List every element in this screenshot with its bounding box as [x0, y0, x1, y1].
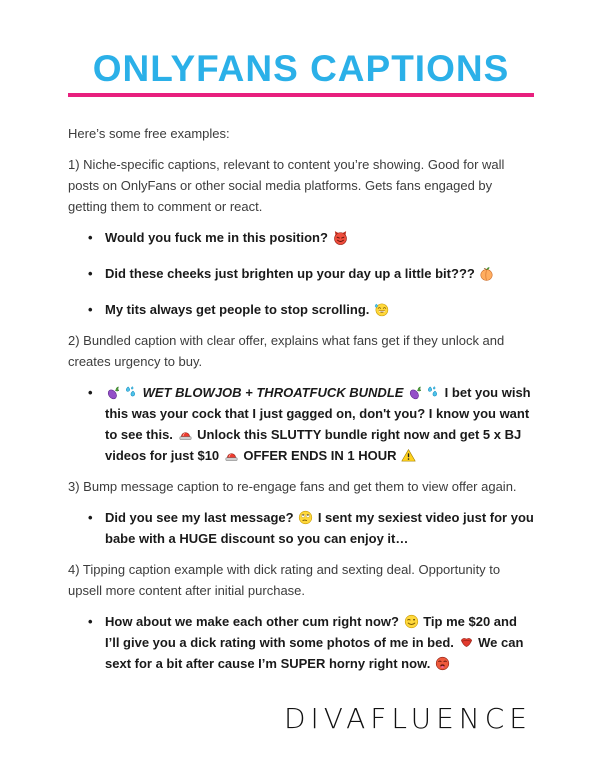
header [68, 50, 534, 97]
section-lead: 4) Tipping caption example with dick rating and sexting deal. Opportunity to upsell more content after initial purchase. [68, 562, 501, 598]
caption-list [68, 611, 534, 674]
warning-icon [401, 448, 416, 463]
caption-list [68, 382, 534, 466]
sweat-droplets-icon [425, 385, 440, 400]
hot-face-icon [435, 656, 450, 671]
caption-item [105, 227, 534, 248]
rolling-eyes-icon [298, 510, 313, 525]
caption-text: I bet you wish this was your cock that I just gagged on, don't you? I know you want to see this. [105, 385, 531, 442]
caption-text: How about we make each other cum right now? [105, 614, 403, 629]
caption-list [68, 507, 534, 549]
intro-text: Here’s some free examples: [68, 126, 230, 141]
eggplant-icon [106, 385, 121, 400]
peach-icon [479, 266, 494, 281]
title-underline [68, 93, 534, 97]
caption-item [105, 611, 534, 674]
eggplant-icon [408, 385, 423, 400]
caption-text: Would you fuck me in this position? [105, 230, 332, 245]
caption-text: WET BLOWJOB + THROATFUCK BUNDLE [139, 385, 408, 400]
caption-item [105, 382, 534, 466]
caption-text: We can sext for a bit after cause I’m SUPER horny right now. [105, 635, 524, 671]
caption-text: OFFER ENDS IN 1 HOUR [239, 448, 401, 463]
page-title: ONLYFANS CAPTIONS [92, 48, 510, 89]
caption-text: My tits always get people to stop scrolling. [105, 302, 373, 317]
smiling-devil-icon [333, 230, 348, 245]
caption-item [105, 299, 534, 320]
document-body [68, 123, 534, 674]
sweat-droplets-icon [123, 385, 138, 400]
caption-text: Did you see my last message? [105, 510, 298, 525]
caption-text: Tip me $20 and I’ll give you a dick rating with some photos of me in bed. [105, 614, 517, 650]
section-lead: 1) Niche-specific captions, relevant to content you’re showing. Good for wall posts on OnlyFans or other social media platforms. Gets fans engaged by getting them to comment or react. [68, 157, 505, 214]
caption-item [105, 263, 534, 284]
siren-icon [178, 427, 193, 442]
section-lead: 3) Bump message caption to re-engage fans and get them to view offer again. [68, 479, 517, 494]
caption-text: Did these cheeks just brighten up your day up a little bit??? [105, 266, 479, 281]
kiss-lips-icon [459, 635, 474, 650]
caption-text: I sent my sexiest video just for you babe with a HUGE discount so you can enjoy it… [105, 510, 534, 546]
section-lead: 2) Bundled caption with clear offer, explains what fans get if they unlock and creates urgency to buy. [68, 333, 505, 369]
caption-text: Unlock this SLUTTY bundle right now and get 5 x BJ videos for just $10 [105, 427, 522, 463]
caption-list [68, 227, 534, 320]
siren-icon [224, 448, 239, 463]
wink-icon [404, 614, 419, 629]
caption-item [105, 507, 534, 549]
brand-logo: DIVAFLUENCE [283, 702, 532, 735]
grin-sweat-icon [374, 302, 389, 317]
sections [68, 154, 534, 674]
